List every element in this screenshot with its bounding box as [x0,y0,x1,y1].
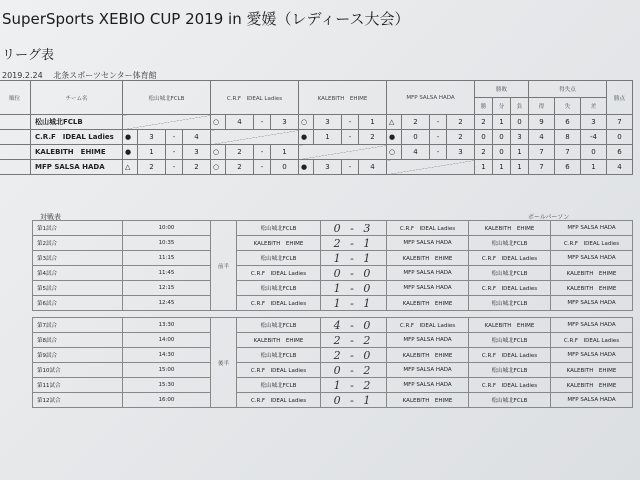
stat-cell: -4 [581,130,607,145]
stat-cell: 8 [555,130,581,145]
col-loss: 負 [511,98,529,115]
ball-person-team-1: C.R.F IDEAL Ladies [469,378,551,393]
col-goals-for: 得 [529,98,555,115]
stat-cell: 1 [511,145,529,160]
score-dash: - [254,160,271,175]
col-team: チーム名 [31,81,123,115]
col-opponent: 松山城北FCLB [123,81,211,115]
result-mark: ○ [211,160,226,175]
score-for: 3 [314,160,342,175]
away-team: MFP SALSA HADA [387,333,469,348]
match-row [33,251,633,266]
home-team: 松山城北FCLB [237,251,321,266]
ball-person-team-2: KALEBITH EHIME [551,378,633,393]
self-match-cell [299,145,387,160]
league-section-title: リーグ表 [2,48,55,63]
ball-person-team-2: MFP SALSA HADA [551,221,633,236]
ball-person-team-1: KALEBITH EHIME [469,221,551,236]
home-team: 松山城北FCLB [237,378,321,393]
result-mark: ● [123,145,138,160]
stat-cell: 1 [493,160,511,175]
score-against: 3 [271,115,299,130]
col-goal-diff: 差 [581,98,607,115]
stat-cell: 4 [607,160,633,175]
result-mark: △ [123,160,138,175]
score-dash: - [342,130,359,145]
handwritten-score: 1 - 1 [321,251,387,266]
match-time: 16:00 [123,393,211,408]
score-for: 3 [138,130,166,145]
score-dash: - [342,160,359,175]
stat-cell: 1 [581,160,607,175]
score-dash: - [166,145,183,160]
stat-cell: 0 [475,130,493,145]
stat-cell: 3 [581,115,607,130]
match-row [33,318,633,333]
match-number: 第6試合 [33,296,123,311]
stat-cell: 1 [511,160,529,175]
score-for: 2 [402,115,430,130]
match-row [33,378,633,393]
match-number: 第7試合 [33,318,123,333]
stat-cell: 7 [529,160,555,175]
handwritten-score: 1 - 2 [321,378,387,393]
league-row [0,160,633,175]
rank-cell [0,160,31,175]
score-for: 2 [226,145,254,160]
score-for: 1 [314,130,342,145]
stat-cell: 0 [607,130,633,145]
ball-person-team-1: C.R.F IDEAL Ladies [469,348,551,363]
score-for: 1 [138,145,166,160]
score-against: 1 [359,115,387,130]
stat-cell: 7 [607,115,633,130]
result-mark: ○ [387,145,402,160]
away-team: KALEBITH EHIME [387,393,469,408]
home-team: C.R.F IDEAL Ladies [237,363,321,378]
match-row [33,296,633,311]
match-row [33,236,633,251]
home-team: 松山城北FCLB [237,318,321,333]
match-number: 第5試合 [33,281,123,296]
ball-person-team-2: MFP SALSA HADA [551,318,633,333]
ball-person-team-1: C.R.F IDEAL Ladies [469,281,551,296]
home-team: 松山城北FCLB [237,281,321,296]
stat-cell: 9 [529,115,555,130]
ball-person-team-1: 松山城北FCLB [469,333,551,348]
score-for: 4 [402,145,430,160]
stat-cell: 0 [581,145,607,160]
match-number: 第4試合 [33,266,123,281]
ball-person-team-2: C.R.F IDEAL Ladies [551,333,633,348]
score-dash: - [254,115,271,130]
match-row [33,333,633,348]
score-against: 2 [359,130,387,145]
match-number: 第11試合 [33,378,123,393]
score-against: 0 [271,160,299,175]
away-team: KALEBITH EHIME [387,348,469,363]
stat-cell: 0 [511,115,529,130]
match-time: 14:00 [123,333,211,348]
match-time: 12:15 [123,281,211,296]
match-number: 第9試合 [33,348,123,363]
match-number: 第8試合 [33,333,123,348]
match-time: 11:15 [123,251,211,266]
stat-cell: 3 [511,130,529,145]
ball-person-team-2: MFP SALSA HADA [551,348,633,363]
ball-person-team-2: MFP SALSA HADA [551,393,633,408]
handwritten-score: 0 - 2 [321,363,387,378]
stat-cell: 7 [555,145,581,160]
home-team: C.R.F IDEAL Ladies [237,296,321,311]
event-date: 2019.2.24 [2,71,43,80]
ball-person-team-2: MFP SALSA HADA [551,296,633,311]
match-time: 10:35 [123,236,211,251]
stat-cell: 2 [475,145,493,160]
self-match-cell [387,160,475,175]
score-against: 2 [183,160,211,175]
match-time: 12:45 [123,296,211,311]
away-team: MFP SALSA HADA [387,378,469,393]
handwritten-score: 4 - 0 [321,318,387,333]
match-number: 第12試合 [33,393,123,408]
match-row [33,348,633,363]
match-time: 15:00 [123,363,211,378]
home-team: 松山城北FCLB [237,221,321,236]
handwritten-score: 1 - 1 [321,296,387,311]
rank-cell [0,145,31,160]
away-team: KALEBITH EHIME [387,296,469,311]
score-against: 4 [183,130,211,145]
handwritten-score: 2 - 2 [321,333,387,348]
league-row [0,145,633,160]
match-number: 第3試合 [33,251,123,266]
match-number: 第1試合 [33,221,123,236]
match-row [33,281,633,296]
col-win: 勝 [475,98,493,115]
score-against: 3 [183,145,211,160]
stat-cell: 2 [475,115,493,130]
ball-person-label: ボールパーソン [528,214,570,221]
home-team: KALEBITH EHIME [237,236,321,251]
home-team: C.R.F IDEAL Ladies [237,393,321,408]
match-time: 15:30 [123,378,211,393]
league-table [0,80,633,175]
score-dash: - [430,145,447,160]
ball-person-team-1: 松山城北FCLB [469,393,551,408]
col-draw: 分 [493,98,511,115]
stat-cell: 6 [607,145,633,160]
result-mark: ○ [211,115,226,130]
match-number: 第2試合 [33,236,123,251]
score-dash: - [430,115,447,130]
team-name: C.R.F IDEAL Ladies [31,130,123,145]
half-label: 後半 [211,318,237,408]
home-team: KALEBITH EHIME [237,333,321,348]
rank-cell [0,130,31,145]
schedule-table [32,220,633,408]
score-against: 2 [447,130,475,145]
handwritten-score: 0 - 3 [321,221,387,236]
result-mark: ● [299,130,314,145]
handwritten-score: 2 - 0 [321,348,387,363]
ball-person-team-1: 松山城北FCLB [469,236,551,251]
ball-person-team-1: 松山城北FCLB [469,296,551,311]
col-goals-against: 失 [555,98,581,115]
stat-cell: 0 [493,130,511,145]
col-rank: 順位 [0,81,31,115]
match-row [33,266,633,281]
stat-cell: 6 [555,115,581,130]
match-time: 11:45 [123,266,211,281]
match-time: 10:00 [123,221,211,236]
score-for: 3 [314,115,342,130]
self-match-cell [123,115,211,130]
ball-person-team-2: MFP SALSA HADA [551,251,633,266]
stat-cell: 6 [555,160,581,175]
col-goals: 得失点 [529,81,607,98]
score-against: 3 [447,145,475,160]
ball-person-team-2: KALEBITH EHIME [551,363,633,378]
result-mark: ● [299,160,314,175]
stat-cell: 0 [493,145,511,160]
score-for: 0 [402,130,430,145]
schedule-title: 対戦表 [40,213,61,221]
stat-cell: 4 [529,130,555,145]
score-against: 2 [447,115,475,130]
away-team: MFP SALSA HADA [387,281,469,296]
ball-person-team-2: KALEBITH EHIME [551,281,633,296]
handwritten-score: 2 - 1 [321,236,387,251]
score-for: 2 [226,160,254,175]
stat-cell: 1 [493,115,511,130]
ball-person-team-1: 松山城北FCLB [469,363,551,378]
away-team: MFP SALSA HADA [387,266,469,281]
handwritten-score: 0 - 0 [321,266,387,281]
away-team: C.R.F IDEAL Ladies [387,318,469,333]
score-for: 4 [226,115,254,130]
ball-person-team-1: KALEBITH EHIME [469,318,551,333]
ball-person-team-1: 松山城北FCLB [469,266,551,281]
col-points: 勝点 [607,81,633,115]
home-team: 松山城北FCLB [237,348,321,363]
match-row [33,221,633,236]
result-mark: ● [387,130,402,145]
result-mark: ○ [299,115,314,130]
score-against: 1 [271,145,299,160]
score-dash: - [254,145,271,160]
self-match-cell [211,130,299,145]
match-row [33,393,633,408]
team-name: MFP SALSA HADA [31,160,123,175]
league-row [0,115,633,130]
rank-cell [0,115,31,130]
team-name: 松山城北FCLB [31,115,123,130]
stat-cell: 1 [475,160,493,175]
result-mark: ● [123,130,138,145]
half-label: 前半 [211,221,237,311]
match-time: 13:30 [123,318,211,333]
match-number: 第10試合 [33,363,123,378]
league-row [0,130,633,145]
away-team: KALEBITH EHIME [387,251,469,266]
event-venue: 北条スポーツセンター体育館 [53,71,157,80]
match-time: 14:30 [123,348,211,363]
away-team: MFP SALSA HADA [387,236,469,251]
away-team: C.R.F IDEAL Ladies [387,221,469,236]
document-title: SuperSports XEBIO CUP 2019 in 愛媛（レディース大会） [2,10,410,28]
col-opponent: MFP SALSA HADA [387,81,475,115]
home-team: C.R.F IDEAL Ladies [237,266,321,281]
stat-cell: 7 [529,145,555,160]
col-opponent: KALEBITH EHIME [299,81,387,115]
result-mark: △ [387,115,402,130]
score-dash: - [342,115,359,130]
ball-person-team-2: KALEBITH EHIME [551,266,633,281]
col-record: 勝敗 [475,81,529,98]
ball-person-team-2: C.R.F IDEAL Ladies [551,236,633,251]
score-dash: - [430,130,447,145]
col-opponent: C.R.F IDEAL Ladies [211,81,299,115]
team-name: KALEBITH EHIME [31,145,123,160]
score-against: 4 [359,160,387,175]
score-dash: - [166,130,183,145]
ball-person-team-1: C.R.F IDEAL Ladies [469,251,551,266]
result-mark: ○ [211,145,226,160]
handwritten-score: 0 - 1 [321,393,387,408]
handwritten-score: 1 - 0 [321,281,387,296]
score-dash: - [166,160,183,175]
away-team: MFP SALSA HADA [387,363,469,378]
score-for: 2 [138,160,166,175]
match-row [33,363,633,378]
